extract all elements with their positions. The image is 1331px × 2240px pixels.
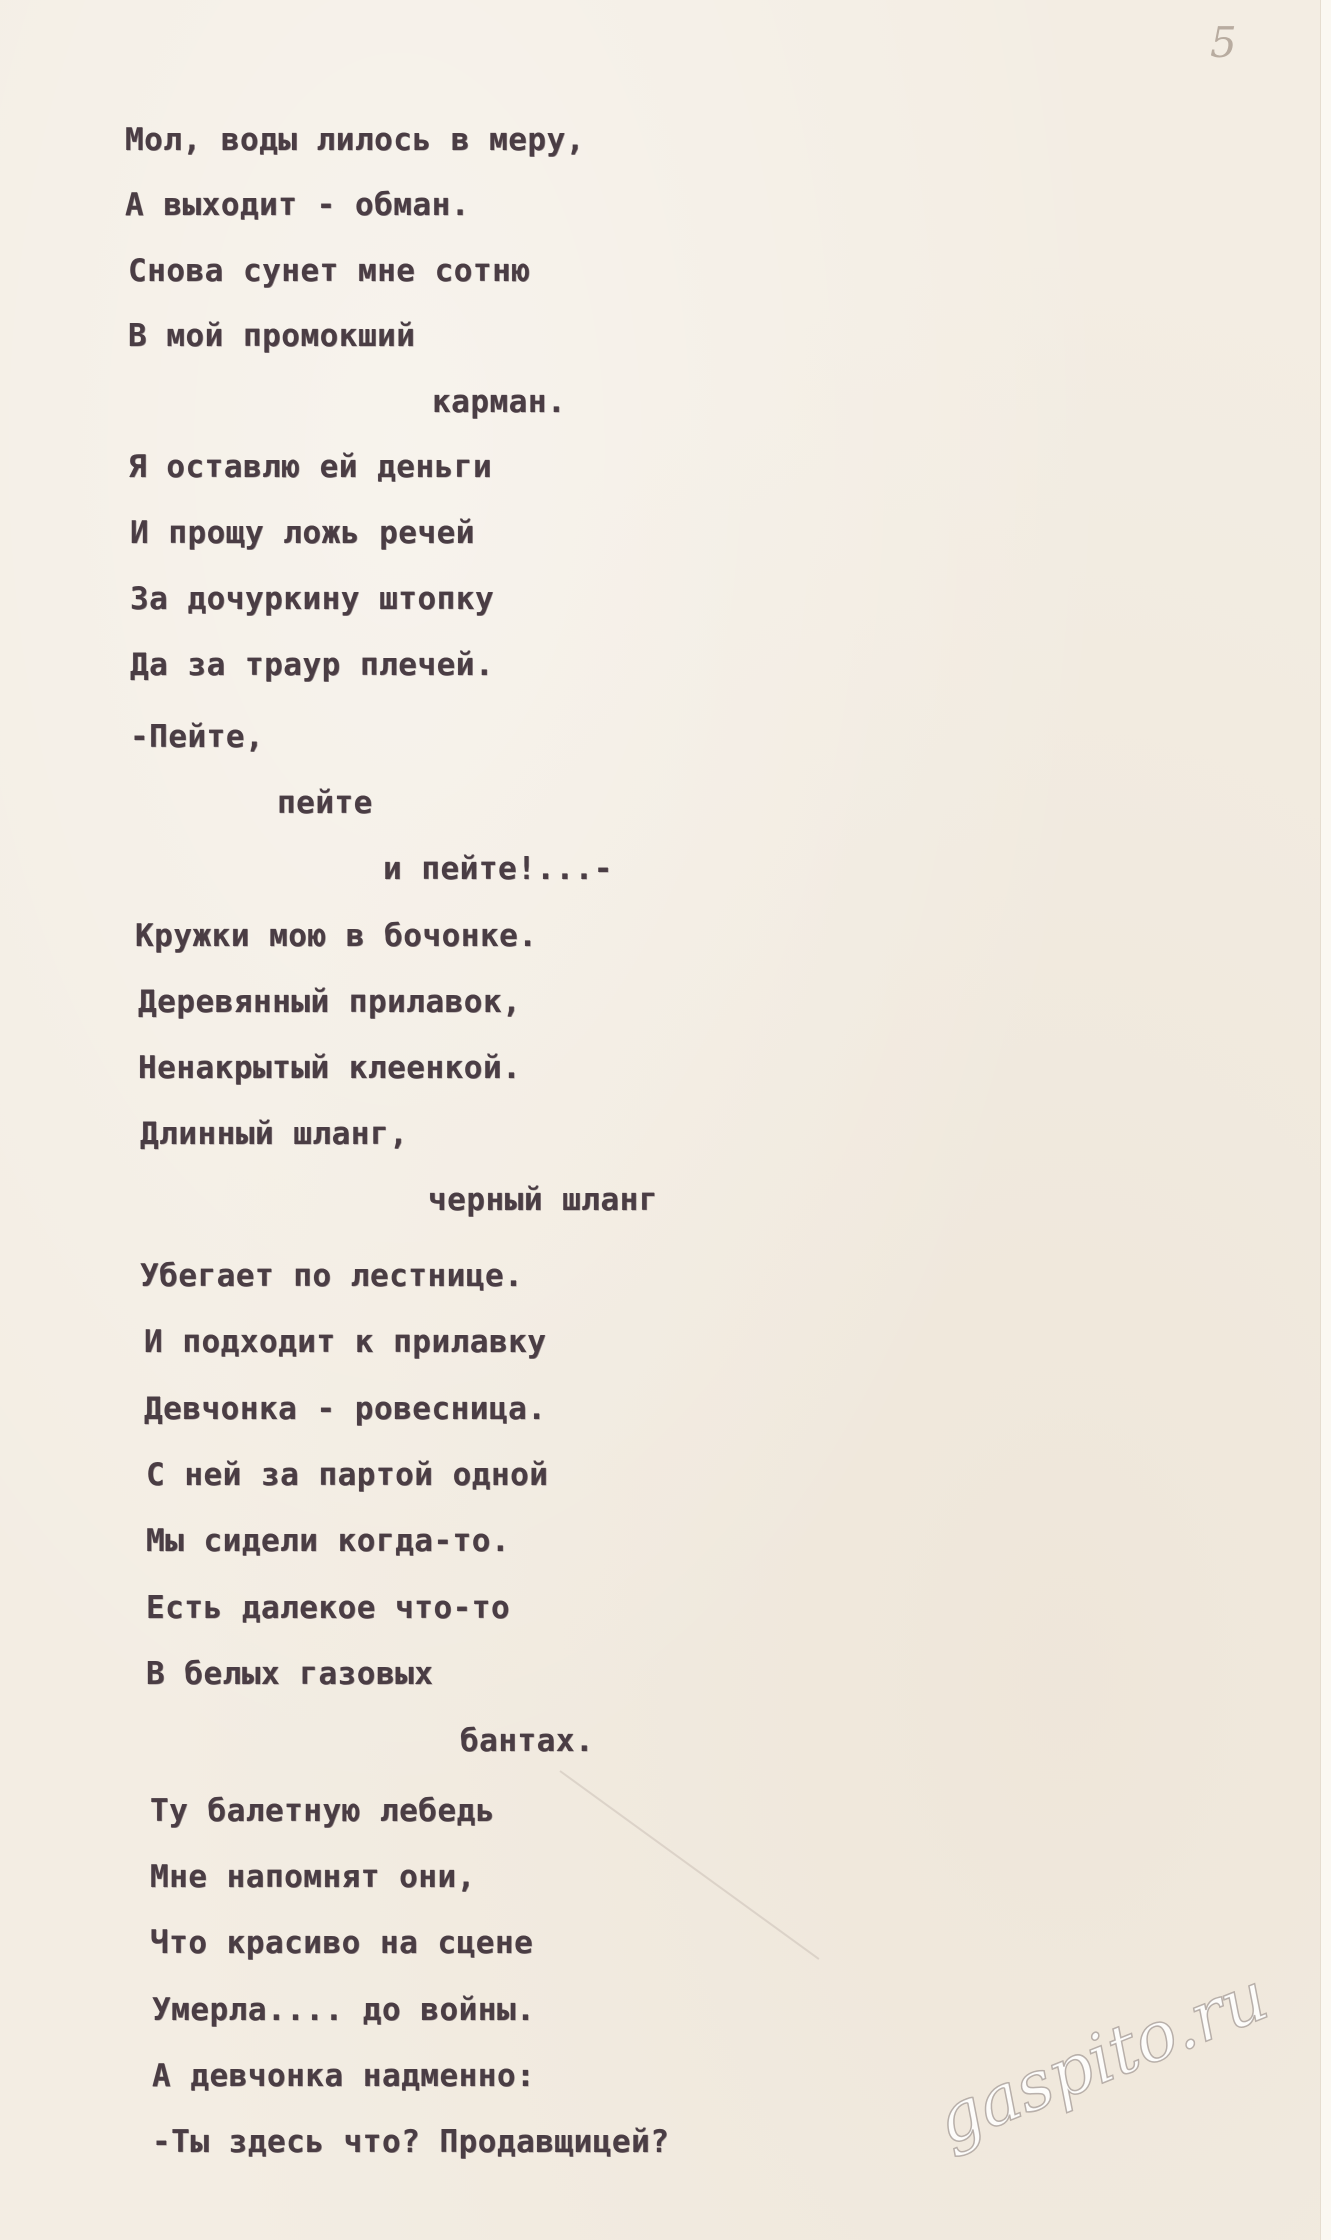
poem-line: Ненакрытый клеенкой. [138, 1050, 522, 1086]
poem-line: -Ты здесь что? Продавщицей? [152, 2124, 670, 2160]
poem-line: Что красиво на сцене [150, 1925, 534, 1961]
poem-line: И подходит к прилавку [144, 1324, 547, 1360]
poem-line: Мы сидели когда-то. [146, 1523, 511, 1559]
poem-line: И прощу ложь речей [130, 515, 475, 551]
poem-line: В мой промокший [128, 318, 416, 354]
poem-line: Да за траур плечей. [130, 647, 495, 683]
poem-line: Мол, воды лилось в меру, [125, 122, 585, 158]
page-number: 5 [1210, 18, 1237, 67]
poem-line: Мне напомнят они, [150, 1859, 476, 1895]
poem-line: карман. [432, 384, 567, 420]
poem-line: Убегает по лестнице. [140, 1258, 524, 1294]
poem-line: В белых газовых [146, 1656, 434, 1692]
poem-line: Деревянный прилавок, [138, 984, 522, 1020]
poem-line: Я оставлю ей деньги [128, 449, 493, 485]
poem-line: Снова сунет мне сотню [128, 253, 531, 289]
site-watermark: gaspito.ru [925, 1957, 1279, 2162]
poem-line: бантах. [460, 1723, 595, 1759]
page-edge [1320, 0, 1331, 2240]
poem-line: А девчонка надменно: [152, 2058, 536, 2094]
paper-crease [559, 1770, 819, 1960]
poem-line: Умерла.... до войны. [152, 1992, 536, 2028]
poem-line: Ту балетную лебедь [150, 1793, 495, 1829]
poem-line: и пейте!...- [383, 851, 613, 887]
poem-line: Длинный шланг, [140, 1116, 409, 1152]
poem-line: С ней за партой одной [146, 1457, 549, 1493]
poem-line: -Пейте, [130, 719, 265, 755]
poem-line: Девчонка - ровесница. [144, 1391, 547, 1427]
poem-line: За дочуркину штопку [130, 581, 495, 617]
poem-line: А выходит - обман. [125, 187, 470, 223]
poem-line: Есть далекое что-то [146, 1590, 511, 1626]
poem-line: черный шланг [428, 1182, 658, 1218]
poem-line: Кружки мою в бочонке. [135, 918, 538, 954]
poem-line: пейте [277, 785, 373, 821]
